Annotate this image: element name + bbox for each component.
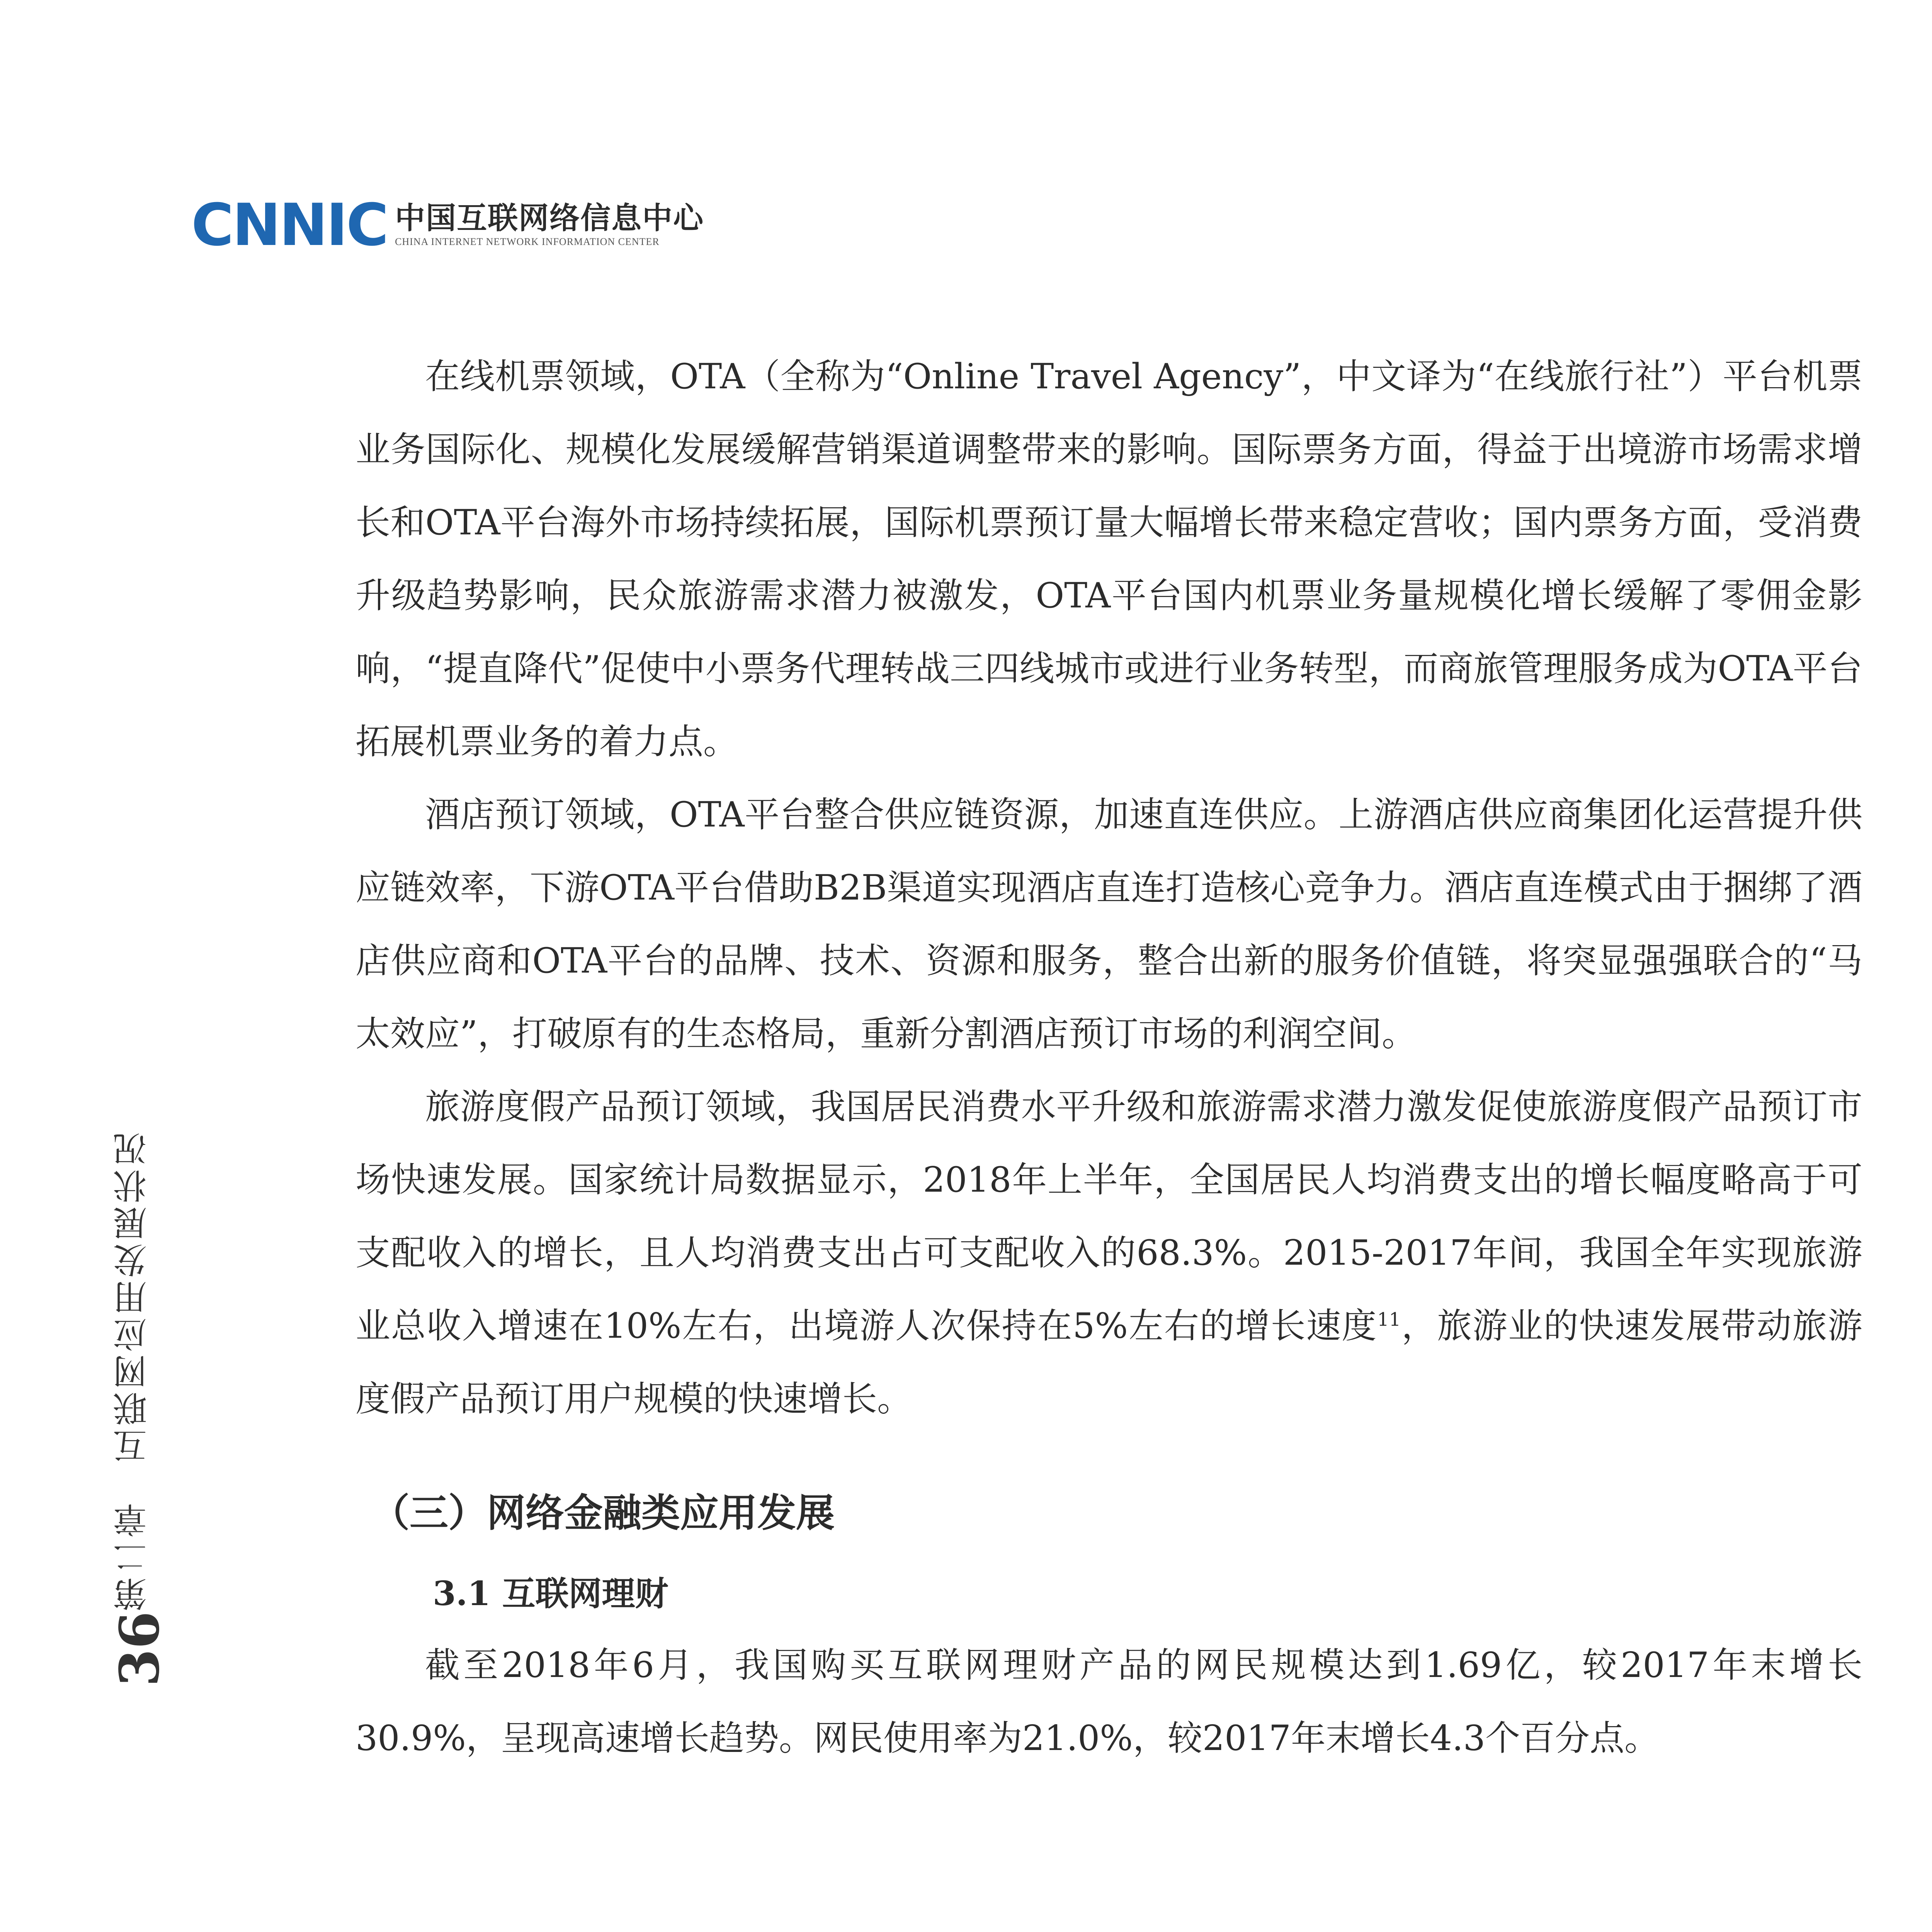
main-content [355,340,1862,1775]
logo-mark: CNNIC [191,192,388,259]
footnote-reference[interactable]: 11 [1377,1309,1401,1330]
org-name-en: CHINA INTERNET NETWORK INFORMATION CENTER [395,236,660,248]
chapter-label: 第二章 互联网应用发展状况 [112,1129,152,1611]
paragraph-vacation-part2: ，旅游业的快速发展带动旅游度假产品预订用户规模的快速增长。 [355,1306,1862,1419]
paragraph-hotel: 酒店预订领域，OTA平台整合供应链资源，加速直连供应。上游酒店供应商集团化运营提升供应链效率，下游OTA平台借助B2B渠道实现酒店直连打造核心竞争力。酒店直连模式由于捆绑了酒店供应商和OTA平台的品牌、技术、资源和服务，整合出新的服务价值链，将突显强强联合的“马太效应”，打破原有的生态格局，重新分割酒店预订市场的利润空间。 [355,794,1862,1054]
paragraph-airline: 在线机票领域，OTA（全称为“Online Travel Agency”，中文译为“在线旅行社”）平台机票业务国际化、规模化发展缓解营销渠道调整带来的影响。国际票务方面，得益于出境游市场需求增长和OTA平台海外市场持续拓展，国际机票预订量大幅增长带来稳定营收；国内票务方面，受消费升级趋势影响，民众旅游需求潜力被激发，OTA平台国内机票业务量规模化增长缓解了零佣金影响，“提直降代”促使中小票务代理转战三四线城市或进行业务转型，而商旅管理服务成为OTA平台拓展机票业务的着力点。 [355,356,1862,762]
paragraph-finance: 截至2018年6月，我国购买互联网理财产品的网民规模达到1.69亿，较2017年末增长30.9%，呈现高速增长趋势。网民使用率为21.0%，较2017年末增长4.3个百分点。 [355,1645,1862,1759]
page-number: 36 [108,1611,172,1687]
org-name-cn: 中国互联网络信息中心 [395,201,704,236]
paragraph-vacation [355,1070,1862,1435]
side-chapter-marker [108,1129,172,1727]
subsection-title: 3.1 互联网理财 [433,1574,668,1613]
logo-text [395,202,704,248]
cnnic-logo [191,192,704,259]
paragraph-vacation-part1: 旅游度假产品预订领域，我国居民消费水平升级和旅游需求潜力激发促使旅游度假产品预订市场快速发展。国家统计局数据显示，2018年上半年，全国居民人均消费支出的增长幅度略高于可支配收入的增长，且人均消费支出占可支配收入的68.3%。2015-2017年间，我国全年实现旅游业总收入增速在10%左右，出境游人次保持在5%左右的增长速度 [355,1087,1862,1346]
section-title: （三）网络金融类应用发展 [371,1490,835,1536]
